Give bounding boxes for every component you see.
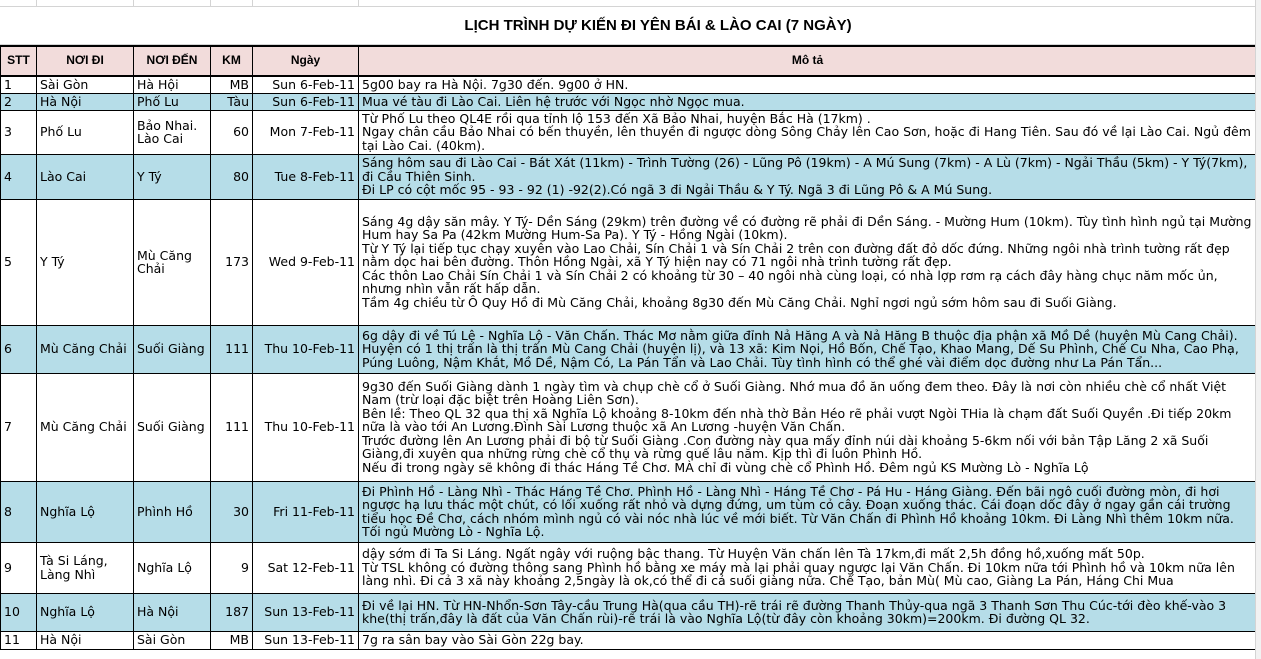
cell-from[interactable]: Phố Lu <box>37 110 134 154</box>
cell-from[interactable]: Y Tý <box>37 199 134 325</box>
cell-from[interactable]: Mù Căng Chải <box>37 325 134 373</box>
cell-date[interactable]: Thu 10-Feb-11 <box>253 325 359 373</box>
cell-description[interactable] <box>359 199 1257 325</box>
sheet-title-row <box>0 6 1256 45</box>
cell-to[interactable]: Phố Lu <box>134 93 211 110</box>
table-row <box>1 110 1257 154</box>
cell-description[interactable] <box>359 631 1257 649</box>
cell-description[interactable] <box>359 154 1257 199</box>
cell-km[interactable]: Tàu <box>211 93 253 110</box>
description-line: dậy sớm đi Ta Si Láng. Ngất ngây với ruộng bậc thang. Từ Huyện Văn chấn lên Tà 17km,đi mất 2,5h đồng hồ,xuống mất 50p. <box>362 546 1145 562</box>
description-line: Mua vé tàu đi Lào Cai. Liên hệ trước với Ngọc nhờ Ngọc mua. <box>362 93 745 109</box>
description-line: Từ Y Tý lại tiếp tục chạy xuyên vào Lao Chải, Sín Chải 1 và Sín Chải 2 trên con đường đất đỏ dốc đứng. Những ngôi nhà trình tường rất đẹp nằm dọc hai bên đường. Thôn Hồng Ngài, xã Y Tý hiện nay có 71 ngôi nhà trình tường rất đẹp. <box>362 240 1230 270</box>
schedule-table <box>0 45 1257 650</box>
cell-to[interactable]: Phình Hồ <box>134 481 211 542</box>
cell-from[interactable]: Tà Si Láng, Làng Nhì <box>37 542 134 593</box>
cell-from[interactable]: Nghĩa Lộ <box>37 481 134 542</box>
description-line: Bên lề: Theo QL 32 qua thị xã Nghĩa Lộ khoảng 8-10km đến nhà thờ Bản Héo rẽ phải vượt Ngòi THia là chạm đất Suối Quyền .Đi tiếp 20km nữa là vào tới An Lương.Đình Sài Lương thuộc xã An Lương -huyện Văn Chấn. <box>362 405 1232 435</box>
table-row <box>1 481 1257 542</box>
cell-from[interactable]: Hà Nội <box>37 93 134 110</box>
cell-km[interactable]: 60 <box>211 110 253 154</box>
description-line: Sáng 4g dậy săn mây. Y Tý- Dền Sáng (29km) trên đường về có đường rẽ phải đi Dền Sáng. - Mường Hum (10km). Tùy tình hình ngủ tại Mường Hum hay Sa Pa (42km Mường Hum-Sa Pa). Y Tý - Hồng Ngài (10km). <box>362 213 1252 243</box>
cell-to[interactable]: Hà Hội <box>134 76 211 93</box>
cell-description[interactable] <box>359 593 1257 631</box>
header-km[interactable]: KM <box>211 46 253 76</box>
cell-stt[interactable]: 8 <box>1 481 37 542</box>
header-from[interactable]: NƠI ĐI <box>37 46 134 76</box>
description-line: Nếu đi trong ngày sẽ không đi thác Háng Tề Chơ. MÀ chỉ đi vùng chè cổ Phình Hồ. Đêm ngủ KS Mường Lò - Nghĩa Lộ <box>362 459 1089 475</box>
cell-date[interactable]: Mon 7-Feb-11 <box>253 110 359 154</box>
cell-stt[interactable]: 7 <box>1 373 37 481</box>
table-row <box>1 76 1257 93</box>
description-line: Từ Phố Lu theo QL4E rồi qua tỉnh lộ 153 đến Xã Bảo Nhai, huyện Bắc Hà (17km) . <box>362 110 871 126</box>
cell-to[interactable]: Mù Căng Chải <box>134 199 211 325</box>
cell-description[interactable] <box>359 325 1257 373</box>
table-row <box>1 542 1257 593</box>
schedule-body <box>1 76 1257 649</box>
cell-from[interactable]: Lào Cai <box>37 154 134 199</box>
cell-stt[interactable]: 11 <box>1 631 37 649</box>
cell-to[interactable]: Hà Nội <box>134 593 211 631</box>
description-line: Đi về lại HN. Từ HN-Nhổn-Sơn Tây-cầu Trung Hà(qua cầu TH)-rẽ trái rẽ đường Thanh Thủy-qua ngã 3 Thanh Sơn Thu Cúc-tới đèo khế-vào 3 khe(thị trấn,đây là đất của Văn Chấn rùi)-rẽ trái là vào Nghĩa Lộ(từ đây còn khoảng 30km)=200km. Đi đường QL 32. <box>362 597 1227 626</box>
cell-stt[interactable]: 4 <box>1 154 37 199</box>
cell-to[interactable]: Suối Giàng <box>134 373 211 481</box>
cell-description[interactable] <box>359 76 1257 93</box>
table-row <box>1 631 1257 649</box>
table-row <box>1 373 1257 481</box>
table-row <box>1 154 1257 199</box>
description-line: Đi LP có cột mốc 95 - 93 - 92 (1) -92(2).Có ngã 3 đi Ngải Thầu & Y Tý. Ngã 3 đi Lũng Pô & A Mú Sung. <box>362 182 993 198</box>
description-line: Sáng hôm sau đi Lào Cai - Bát Xát (11km) - Trình Tường (26) - Lũng Pô (19km) - A Mú Sung (7km) - A Lù (7km) - Ngải Thầu (5km) - Y Tý(7km), đi Cầu Thiên Sinh. <box>362 155 1248 184</box>
cell-to[interactable]: Suối Giàng <box>134 325 211 373</box>
cell-description[interactable] <box>359 110 1257 154</box>
description-line: 5g00 bay ra Hà Nội. 7g30 đến. 9g00 ở HN. <box>362 77 629 92</box>
cell-stt[interactable]: 1 <box>1 76 37 93</box>
cell-km[interactable]: 111 <box>211 325 253 373</box>
header-stt[interactable]: STT <box>1 46 37 76</box>
cell-km[interactable]: MB <box>211 76 253 93</box>
header-to[interactable]: NƠI ĐẾN <box>134 46 211 76</box>
description-line: 6g dậy đi về Tú Lệ - Nghĩa Lộ - Văn Chấn. Thác Mơ nằm giữa đỉnh Nả Hăng A và Nả Hăng B thuộc địa phận xã Mồ Dề (huyện Mù Cang Chải). <box>362 327 1238 343</box>
cell-km[interactable]: 187 <box>211 593 253 631</box>
cell-stt[interactable]: 3 <box>1 110 37 154</box>
header-date[interactable]: Ngày <box>253 46 359 76</box>
cell-km[interactable]: 80 <box>211 154 253 199</box>
cell-stt[interactable]: 6 <box>1 325 37 373</box>
cell-to[interactable]: Y Tý <box>134 154 211 199</box>
description-line: Ngay chân cầu Bảo Nhai có bến thuyền, lên thuyền đi ngược dòng Sông Chảy lên Cao Sơn, hoặc đi Hang Tiên. Sau đó về lại Lào Cai. Ngủ đêm tại Lào Cai. (40km). <box>362 124 1251 153</box>
description-line: Từ TSL không có đường thông sang Phình hồ bằng xe máy mà lại phải quay ngược lại Văn Chấn. Đi 10km nữa tới Phình hồ và 10km nữa lên làng nhì. Đi cả 3 xã này khoảng 2,5ngày là ok,có thể đi cả suối giàng nữa. Chế Tạo, bản Mù( Mù cao, Giàng La Pán, Háng Chi Mua <box>362 559 1235 589</box>
cell-to[interactable]: Sài Gòn <box>134 631 211 649</box>
description-line: Các thôn Lao Chải Sín Chải 1 và Sín Chải 2 có khoảng từ 30 – 40 ngôi nhà cùng loại, có nhà lợp rơm rạ cách đây hàng chục năm mốc ủn, nhưng nhìn vẫn rất hấp dẫn. <box>362 267 1218 297</box>
cell-km[interactable]: 9 <box>211 542 253 593</box>
cell-date[interactable]: Wed 9-Feb-11 <box>253 199 359 325</box>
cell-stt[interactable]: 2 <box>1 93 37 110</box>
description-line: Đi Phình Hồ - Làng Nhì - Thác Háng Tề Chơ. Phình Hồ - Làng Nhì - Háng Tề Chơ - Pá Hu - Háng Giàng. Đến bãi ngô cuối đường mòn, đi hơi ngược hạ lưu thác một chút, có lối xuống rất nhỏ và dựng đứng, um tùm cỏ cây. Đoạn xuống thác. Cái đoạn dốc đây ở ngay gần cái trường tiểu học Đề Chơ, cách nhóm mình ngủ có vài nóc nhà lúc về mới biết. Từ Văn Chấn đi Phình Hồ khoảng 10km. Đi Làng Nhì thêm 10km nữa. Tối ngủ Mường Lò - Nghĩa Lộ. <box>362 483 1234 539</box>
cell-date[interactable]: Sun 13-Feb-11 <box>253 631 359 649</box>
table-row <box>1 325 1257 373</box>
cell-km[interactable]: 30 <box>211 481 253 542</box>
cell-date[interactable]: Sun 13-Feb-11 <box>253 593 359 631</box>
description-line: Huyện có 1 thị trấn là thị trấn Mù Cang Chải (huyện lị), và 13 xã: Kim Nọi, Hồ Bốn, Chế Tạo, Khao Mang, Dế Su Phình, Chế Cu Nha, Cao Phạ, Púng Luông, Nậm Khắt, Mồ Dề, Nậm Có, La Pán Tẩn và Lao Chải. Tùy tình hình có thể ghé vài điểm dọc đường như La Pán Tẩn... <box>362 341 1239 370</box>
cell-date[interactable]: Fri 11-Feb-11 <box>253 481 359 542</box>
cell-km[interactable]: 111 <box>211 373 253 481</box>
description-line: 9g30 đến Suối Giàng dành 1 ngày tìm và chụp chè cổ ở Suối Giàng. Nhớ mua đồ ăn uống đem theo. Đây là nơi còn nhiều chè cổ nhất Việt Nam (trừ loại đặc biệt trên Hoàng Liên Sơn). <box>362 378 1227 408</box>
cell-date[interactable]: Sun 6-Feb-11 <box>253 93 359 110</box>
description-line: 7g ra sân bay vào Sài Gòn 22g bay. <box>362 632 584 648</box>
table-row <box>1 593 1257 631</box>
cell-stt[interactable]: 10 <box>1 593 37 631</box>
cell-from[interactable]: Nghĩa Lộ <box>37 593 134 631</box>
cell-description[interactable] <box>359 542 1257 593</box>
page-title: LỊCH TRÌNH DỰ KIẾN ĐI YÊN BÁI & LÀO CAI (7 NGÀY) <box>464 16 852 34</box>
cell-to[interactable]: Nghĩa Lộ <box>134 542 211 593</box>
table-row <box>1 93 1257 110</box>
cell-km[interactable]: 173 <box>211 199 253 325</box>
cell-description[interactable] <box>359 481 1257 542</box>
cell-stt[interactable]: 9 <box>1 542 37 593</box>
header-row <box>1 46 1257 76</box>
cell-date[interactable]: Sat 12-Feb-11 <box>253 542 359 593</box>
cell-description[interactable] <box>359 93 1257 110</box>
description-line: Trước đường lên An Lương phải đi bộ từ Suối Giàng .Con đường này qua mấy đỉnh núi dài khoảng 5-6km nối với bản Tập Lăng 2 xã Suối Giàng,đi xuyên qua những rừng chè cổ thụ và rừng quế lâu năm. Kịp thì đi luôn Phình Hồ. <box>362 432 1209 462</box>
cell-date[interactable]: Sun 6-Feb-11 <box>253 76 359 93</box>
cell-from[interactable]: Hà Nội <box>37 631 134 649</box>
cell-from[interactable]: Sài Gòn <box>37 76 134 93</box>
description-line: Tầm 4g chiều từ Ô Quy Hồ đi Mù Căng Chải, khoảng 8g30 đến Mù Căng Chải. Nghỉ ngơi ngủ sớm hôm sau đi Suối Giàng. <box>362 294 1117 310</box>
cell-stt[interactable]: 5 <box>1 199 37 325</box>
cell-km[interactable]: MB <box>211 631 253 649</box>
cell-date[interactable]: Thu 10-Feb-11 <box>253 373 359 481</box>
cell-from[interactable]: Mù Căng Chải <box>37 373 134 481</box>
cell-description[interactable] <box>359 373 1257 481</box>
cell-date[interactable]: Tue 8-Feb-11 <box>253 154 359 199</box>
table-row <box>1 199 1257 325</box>
header-desc[interactable]: Mô tả <box>359 46 1257 76</box>
sheet-edge <box>1255 0 1261 659</box>
cell-to[interactable]: Bảo Nhai. Lào Cai <box>134 110 211 154</box>
